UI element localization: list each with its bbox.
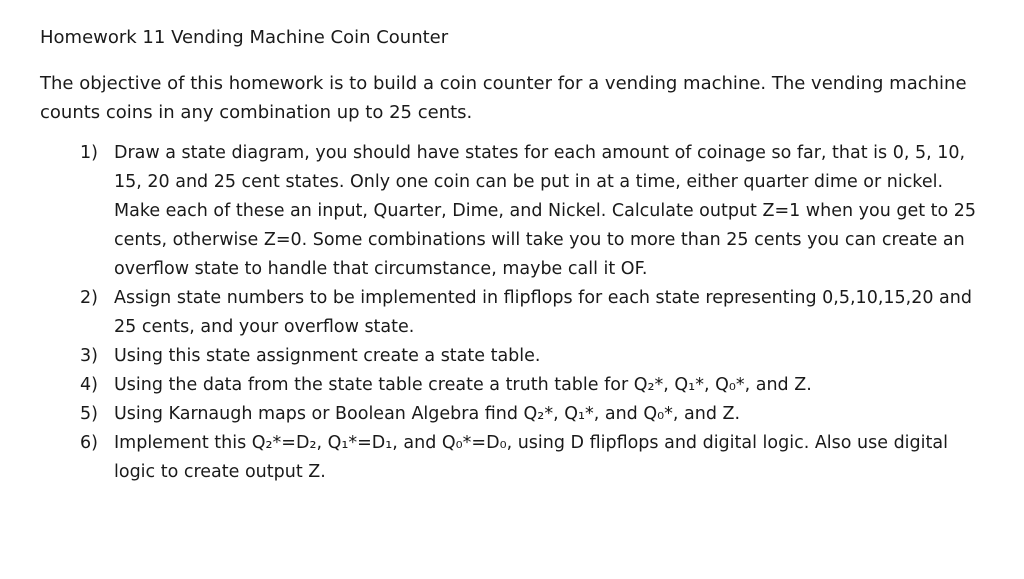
task-text: Draw a state diagram, you should have states for each amount of coinage so far, that is 0, 5, 10, 15, 20 and 25 cent states. Only one coin can be put in at a time, either quarter dime or nickel. Make each of these an input, Quarter, Dime, and Nickel. Calculate output Z=1 when you get to 25 cents, otherwise Z=0. Some combinations will take you to more than 25 cents you can create an overflow state to handle that circumstance, maybe call it OF. <box>114 143 977 279</box>
task-text: Using the data from the state table create a truth table for Q₂*, Q₁*, Q₀*, and Z. <box>114 375 812 395</box>
task-text: Implement this Q₂*=D₂, Q₁*=D₁, and Q₀*=D₀, using D flipflops and digital logic. Also use digital logic to create output Z. <box>114 433 948 482</box>
task-number: 2) <box>80 288 98 308</box>
task-item-3 <box>40 342 1000 371</box>
document-page <box>40 26 1000 487</box>
task-text: Using this state assignment create a state table. <box>114 346 541 366</box>
task-list <box>40 139 1000 487</box>
task-text: Assign state numbers to be implemented in flipflops for each state representing 0,5,10,15,20 and 25 cents, and your overflow state. <box>114 288 972 337</box>
task-number: 6) <box>80 433 98 453</box>
task-item-5 <box>40 400 1000 429</box>
task-number: 3) <box>80 346 98 366</box>
document-title: Homework 11 Vending Machine Coin Counter <box>40 27 449 48</box>
task-number: 4) <box>80 375 98 395</box>
task-item-2 <box>40 284 1000 342</box>
task-item-1 <box>40 139 1000 284</box>
task-text: Using Karnaugh maps or Boolean Algebra find Q₂*, Q₁*, and Q₀*, and Z. <box>114 404 741 424</box>
intro-paragraph: The objective of this homework is to build a coin counter for a vending machine. The vending machine counts coins in any combination up to 25 cents. <box>40 73 967 123</box>
task-number: 5) <box>80 404 98 424</box>
task-item-6 <box>40 429 1000 487</box>
task-number: 1) <box>80 143 98 163</box>
task-item-4 <box>40 371 1000 400</box>
